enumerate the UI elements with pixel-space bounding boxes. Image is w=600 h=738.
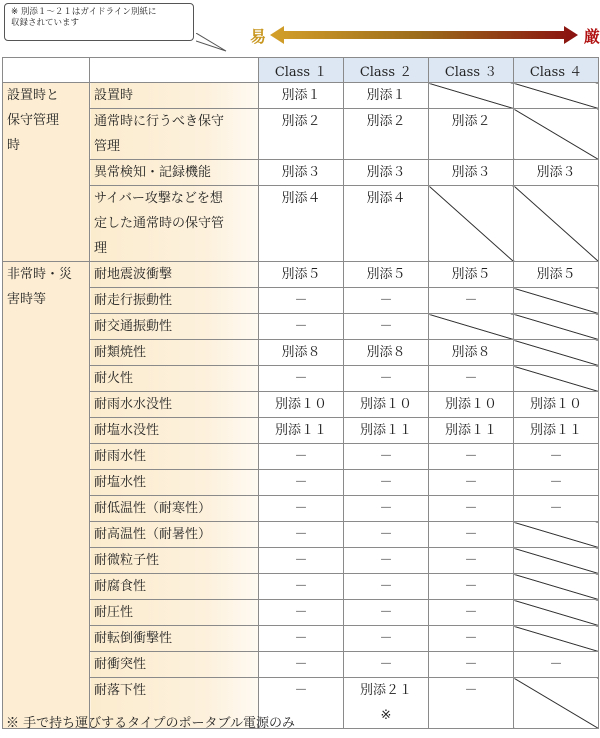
- table-row: [3, 314, 599, 340]
- not-applicable-cell: [514, 574, 599, 600]
- table-row: [3, 109, 599, 160]
- item-label: [90, 600, 259, 626]
- test-requirements-table: [2, 57, 599, 729]
- item-label-line: 耐雨水性: [94, 449, 147, 464]
- item-label-line: サイバー攻撃などを想: [94, 191, 223, 206]
- item-label-line: 耐高温性（耐暑性）: [94, 527, 212, 542]
- item-label: [90, 548, 259, 574]
- not-applicable-cell: [514, 83, 599, 109]
- item-label: [90, 160, 259, 186]
- item-label: [90, 340, 259, 366]
- item-label: [90, 314, 259, 340]
- easy-label: 易: [250, 27, 267, 46]
- group-label-line: 設置時と: [7, 88, 60, 103]
- item-label: [90, 522, 259, 548]
- value-cell: －: [259, 574, 344, 600]
- value-cell: 別添４: [344, 186, 429, 262]
- header-class-1: Class １: [259, 58, 344, 83]
- table-row: [3, 600, 599, 626]
- item-label: [90, 444, 259, 470]
- not-applicable-cell: [514, 109, 599, 160]
- note-line-2: 収録されています: [11, 18, 80, 28]
- value-cell: －: [344, 444, 429, 470]
- value-cell: －: [429, 548, 514, 574]
- value-cell: －: [429, 288, 514, 314]
- table-row: [3, 262, 599, 288]
- item-label-line: 耐圧性: [94, 605, 134, 620]
- table-row: [3, 160, 599, 186]
- not-applicable-cell: [429, 186, 514, 262]
- item-label-line: 耐塩水没性: [94, 423, 160, 438]
- item-label-line: 耐衝突性: [94, 657, 147, 672]
- table-row: [3, 496, 599, 522]
- value-cell: 別添１０: [344, 392, 429, 418]
- header-blank-group: [3, 58, 90, 83]
- item-label: [90, 262, 259, 288]
- value-cell: －: [259, 470, 344, 496]
- item-label-line: 耐低温性（耐寒性）: [94, 501, 212, 516]
- value-cell: －: [344, 652, 429, 678]
- item-label-line: 耐転倒衝撃性: [94, 631, 173, 646]
- group-label-line: 害時等: [7, 292, 47, 307]
- value-cell: 別添３: [259, 160, 344, 186]
- value-cell: 別添３: [429, 160, 514, 186]
- table-row: [3, 522, 599, 548]
- table-row: [3, 366, 599, 392]
- table-row: [3, 288, 599, 314]
- item-label: [90, 83, 259, 109]
- value-cell: －: [429, 522, 514, 548]
- value-cell: －: [259, 678, 344, 729]
- not-applicable-cell: [514, 288, 599, 314]
- value-cell: －: [259, 626, 344, 652]
- value-cell: －: [429, 444, 514, 470]
- item-label: [90, 496, 259, 522]
- item-label-line: 耐類焼性: [94, 345, 147, 360]
- value-cell: －: [259, 652, 344, 678]
- value-cell: －: [344, 626, 429, 652]
- value-cell: －: [259, 600, 344, 626]
- value-cell: －: [344, 314, 429, 340]
- item-label: [90, 366, 259, 392]
- header-row: [3, 58, 599, 83]
- value-cell: －: [259, 522, 344, 548]
- table-row: [3, 186, 599, 262]
- item-label-line: 耐雨水水没性: [94, 397, 173, 412]
- value-cell: －: [344, 496, 429, 522]
- group-label-line: 非常時・災: [7, 267, 73, 282]
- group-label: [3, 262, 90, 729]
- item-label-line: 通常時に行うべき保守: [94, 114, 225, 129]
- value-cell: －: [514, 444, 599, 470]
- table-row: [3, 418, 599, 444]
- item-label-line: 耐微粒子性: [94, 553, 160, 568]
- item-label: [90, 652, 259, 678]
- item-label-line: 耐走行振動性: [94, 293, 173, 308]
- header-class-3: Class ３: [429, 58, 514, 83]
- value-cell: 別添１０: [259, 392, 344, 418]
- value-cell: 別添８: [344, 340, 429, 366]
- value-cell: 別添２１ ※: [344, 678, 429, 729]
- value-cell: －: [259, 548, 344, 574]
- table-row: [3, 392, 599, 418]
- value-cell: －: [429, 678, 514, 729]
- item-label-line: 耐地震波衝撃: [94, 267, 173, 282]
- item-label-line: 設置時: [94, 88, 134, 103]
- value-cell: 別添１０: [429, 392, 514, 418]
- header-class-4: Class ４: [514, 58, 599, 83]
- item-label-line: 耐落下性: [94, 683, 147, 698]
- value-cell: 別添１０: [514, 392, 599, 418]
- value-cell: －: [344, 522, 429, 548]
- value-cell: 別添５: [344, 262, 429, 288]
- not-applicable-cell: [514, 678, 599, 729]
- value-cell: 別添１: [259, 83, 344, 109]
- not-applicable-cell: [514, 340, 599, 366]
- value-cell: －: [344, 574, 429, 600]
- item-label-line: 管理: [94, 139, 121, 154]
- double-arrow-icon: [268, 24, 580, 46]
- value-cell: －: [344, 288, 429, 314]
- value-cell: －: [344, 470, 429, 496]
- value-cell: －: [429, 366, 514, 392]
- value-cell: 別添２: [344, 109, 429, 160]
- not-applicable-cell: [514, 548, 599, 574]
- table-row: [3, 548, 599, 574]
- item-label-line: 耐腐食性: [94, 579, 147, 594]
- difficulty-scale: [250, 24, 600, 48]
- table-row: [3, 470, 599, 496]
- item-label: [90, 288, 259, 314]
- header-blank-item: [90, 58, 259, 83]
- item-label: [90, 392, 259, 418]
- not-applicable-cell: [514, 314, 599, 340]
- value-cell: 別添３: [514, 160, 599, 186]
- item-label-line: 耐塩水性: [94, 475, 147, 490]
- not-applicable-cell: [514, 600, 599, 626]
- value-cell: 別添５: [429, 262, 514, 288]
- value-cell: －: [344, 600, 429, 626]
- value-cell: －: [344, 548, 429, 574]
- header-class-2: Class ２: [344, 58, 429, 83]
- item-label-line: 耐火性: [94, 371, 134, 386]
- value-cell: －: [514, 470, 599, 496]
- item-label: [90, 626, 259, 652]
- footer-note: ※ 手で持ち運びするタイプのポータブル電源のみ: [6, 716, 295, 731]
- value-cell: 別添５: [514, 262, 599, 288]
- value-cell: －: [429, 496, 514, 522]
- item-label: [90, 186, 259, 262]
- item-label: [90, 109, 259, 160]
- item-label-line: 異常検知・記録機能: [94, 165, 212, 180]
- table-row: [3, 574, 599, 600]
- value-cell: －: [429, 626, 514, 652]
- table-row: [3, 340, 599, 366]
- value-cell: －: [344, 366, 429, 392]
- value-cell: －: [429, 470, 514, 496]
- not-applicable-cell: [514, 186, 599, 262]
- note-line-1: ※ 別添１～２１はガイドライン別紙に: [11, 7, 157, 17]
- value-cell: 別添１１: [429, 418, 514, 444]
- not-applicable-cell: [514, 366, 599, 392]
- not-applicable-cell: [514, 626, 599, 652]
- value-cell: 別添２: [259, 109, 344, 160]
- item-label-line: 耐交通振動性: [94, 319, 173, 334]
- value-cell: －: [259, 366, 344, 392]
- table-row: [3, 626, 599, 652]
- item-label: [90, 470, 259, 496]
- value-cell: 別添８: [429, 340, 514, 366]
- strict-label: 厳: [583, 27, 600, 46]
- value-cell: －: [259, 288, 344, 314]
- value-cell: 別添１: [344, 83, 429, 109]
- value-cell: 別添１１: [344, 418, 429, 444]
- not-applicable-cell: [429, 314, 514, 340]
- value-cell: 別添５: [259, 262, 344, 288]
- item-label-line: 定した通常時の保守管: [94, 216, 225, 231]
- table-row: [3, 83, 599, 109]
- value-cell: －: [259, 314, 344, 340]
- item-label: [90, 574, 259, 600]
- not-applicable-cell: [429, 83, 514, 109]
- group-label-line: 時: [7, 138, 21, 153]
- value-cell: －: [429, 600, 514, 626]
- group-label: [3, 83, 90, 262]
- value-cell: －: [259, 444, 344, 470]
- value-cell: －: [514, 652, 599, 678]
- value-cell: 別添２: [429, 109, 514, 160]
- table-row: [3, 444, 599, 470]
- value-cell: 別添８: [259, 340, 344, 366]
- value-cell: 別添３: [344, 160, 429, 186]
- value-cell: 別添４: [259, 186, 344, 262]
- value-cell: －: [259, 496, 344, 522]
- value-cell: 別添１１: [259, 418, 344, 444]
- callout-tail-icon: [196, 33, 228, 53]
- not-applicable-cell: [514, 522, 599, 548]
- item-label: [90, 418, 259, 444]
- note-callout: [4, 3, 194, 41]
- value-cell: －: [429, 574, 514, 600]
- table-row: [3, 652, 599, 678]
- value-cell: －: [514, 496, 599, 522]
- item-label-line: 理: [94, 241, 108, 256]
- value-cell: －: [429, 652, 514, 678]
- value-cell: 別添１１: [514, 418, 599, 444]
- group-label-line: 保守管理: [7, 113, 60, 128]
